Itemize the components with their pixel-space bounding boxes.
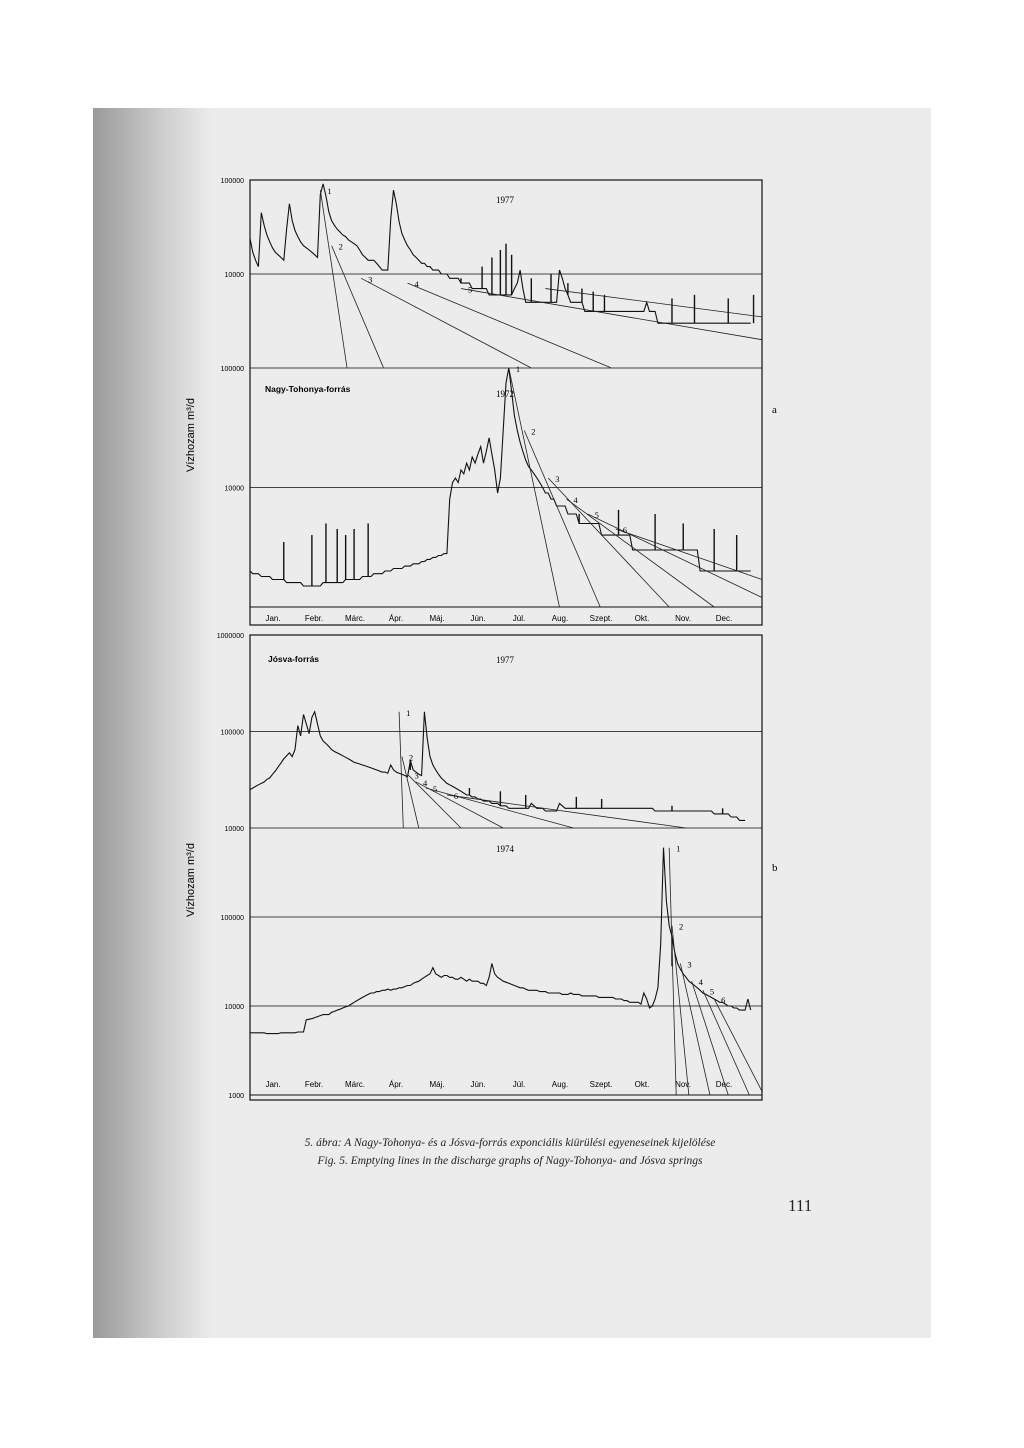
y-tick-label: 100000 — [220, 915, 244, 922]
month-tick-label: Nov. — [675, 614, 691, 623]
recession-line-label: 3 — [414, 770, 419, 781]
recession-line-label: 5 — [594, 510, 599, 521]
y-axis-label-top: Vízhozam m³/d — [185, 398, 197, 472]
month-tick-label: Ápr. — [388, 614, 404, 623]
recession-line-label: 5 — [467, 284, 473, 295]
month-tick-label: Máj. — [429, 1080, 445, 1089]
y-tick-label: 10000 — [224, 826, 244, 833]
recession-line — [332, 246, 384, 368]
chart-panel-nagy-tohonya-1977 — [221, 178, 762, 368]
spring-name: Nagy-Tohonya-forrás — [265, 384, 351, 394]
recession-line-label: 6 — [721, 994, 726, 1005]
month-tick-label: Ápr. — [388, 1080, 404, 1089]
recession-line — [672, 926, 692, 1095]
year-label: 1977 — [496, 655, 514, 665]
year-label: 1977 — [496, 195, 514, 205]
caption-english: Fig. 5. Emptying lines in the discharge graphs of Nagy-Tohonya- and Jósva springs — [317, 1155, 703, 1167]
month-tick-label: Nov. — [675, 1080, 691, 1089]
frame-group-b — [250, 635, 762, 1100]
recession-line — [447, 795, 686, 828]
chart-frames — [250, 180, 762, 1100]
month-tick-label: Dec. — [715, 1080, 733, 1089]
recession-line — [588, 514, 762, 598]
month-tick-label: Jún. — [470, 614, 486, 623]
recession-line-label: 2 — [531, 426, 536, 437]
chart-panel-nagy-tohonya-1972 — [221, 364, 762, 607]
group-label-b: b — [772, 862, 778, 874]
month-tick-label: Máj. — [429, 614, 445, 623]
recession-line — [669, 848, 676, 1095]
year-label: 1974 — [496, 844, 514, 854]
recession-line-label: 5 — [709, 986, 715, 997]
month-tick-label: Febr. — [304, 1080, 324, 1089]
recession-line-label: 5 — [432, 783, 438, 794]
recession-line — [548, 478, 669, 607]
y-tick-label: 1000 — [228, 1093, 244, 1100]
caption-hungarian: 5. ábra: A Nagy-Tohonya- és a Jósva-forrás exponciális kiürülési egyeneseinek kijelölése — [304, 1137, 716, 1149]
recession-line-label: 4 — [573, 495, 578, 506]
recession-line — [399, 712, 403, 828]
chart-panel-josva-1977 — [217, 633, 762, 833]
month-tick-label: Márc. — [345, 1080, 365, 1089]
month-tick-label: Aug. — [551, 614, 569, 623]
month-tick-label: Júl. — [512, 614, 526, 623]
group-label-a: a — [772, 404, 777, 416]
recession-line — [320, 190, 347, 368]
y-tick-label: 100000 — [220, 729, 244, 737]
month-tick-label: Szept. — [589, 1080, 613, 1089]
recession-line-label: 2 — [678, 921, 684, 932]
month-tick-label: Júl. — [512, 1080, 526, 1089]
chart-panel-josva-1974 — [221, 844, 762, 1100]
y-tick-label: 1000000 — [216, 633, 244, 640]
recession-line — [616, 529, 762, 580]
y-axis-label-bottom: Vízhozam m³/d — [185, 843, 197, 917]
discharge-series-line — [250, 368, 751, 586]
month-tick-label: Márc. — [345, 614, 365, 623]
recession-line — [426, 788, 574, 828]
recession-line — [524, 430, 600, 607]
recession-line-label: 2 — [408, 752, 414, 763]
month-axis-bottom — [250, 1080, 762, 1095]
recession-line-label: 4 — [422, 777, 428, 788]
month-tick-label: Jún. — [470, 1080, 486, 1089]
discharge-series-line — [250, 712, 745, 821]
month-tick-label: Jan. — [265, 614, 281, 623]
month-tick-label: Aug. — [551, 1080, 569, 1089]
y-tick-label: 10000 — [224, 1004, 244, 1011]
month-axis-top — [250, 607, 762, 623]
recession-line-label: 3 — [687, 959, 692, 970]
recession-line-label: 4 — [414, 279, 419, 290]
recession-line — [566, 499, 714, 607]
y-tick-label: 100000 — [220, 178, 244, 185]
y-tick-label: 10000 — [224, 485, 244, 493]
recession-line-label: 3 — [555, 474, 560, 485]
month-tick-label: Dec. — [715, 614, 733, 623]
month-tick-label: Febr. — [304, 614, 324, 623]
recession-line — [680, 964, 710, 1095]
month-tick-label: Okt. — [634, 614, 650, 623]
recession-line-label: 1 — [676, 843, 681, 854]
y-tick-label: 100000 — [220, 366, 244, 373]
recession-line-label: 1 — [327, 186, 332, 197]
recession-line — [461, 289, 762, 340]
recession-line-label: 6 — [622, 524, 627, 535]
month-tick-label: Szept. — [589, 614, 613, 623]
month-tick-label: Okt. — [634, 1080, 650, 1089]
recession-line-label: 1 — [515, 364, 521, 374]
recession-line-label: 2 — [338, 241, 343, 252]
recession-line — [408, 283, 612, 368]
page-number: 111 — [788, 1196, 813, 1215]
spring-name: Jósva-forrás — [268, 654, 320, 664]
recession-line-label: 4 — [698, 977, 703, 988]
recession-line-label: 6 — [453, 790, 459, 801]
recession-line-label: 1 — [406, 707, 411, 718]
year-label: 1972 — [496, 389, 514, 399]
recession-line — [714, 999, 762, 1091]
y-tick-label: 10000 — [224, 272, 244, 279]
recession-line-label: 3 — [368, 274, 373, 285]
month-tick-label: Jan. — [265, 1080, 281, 1089]
